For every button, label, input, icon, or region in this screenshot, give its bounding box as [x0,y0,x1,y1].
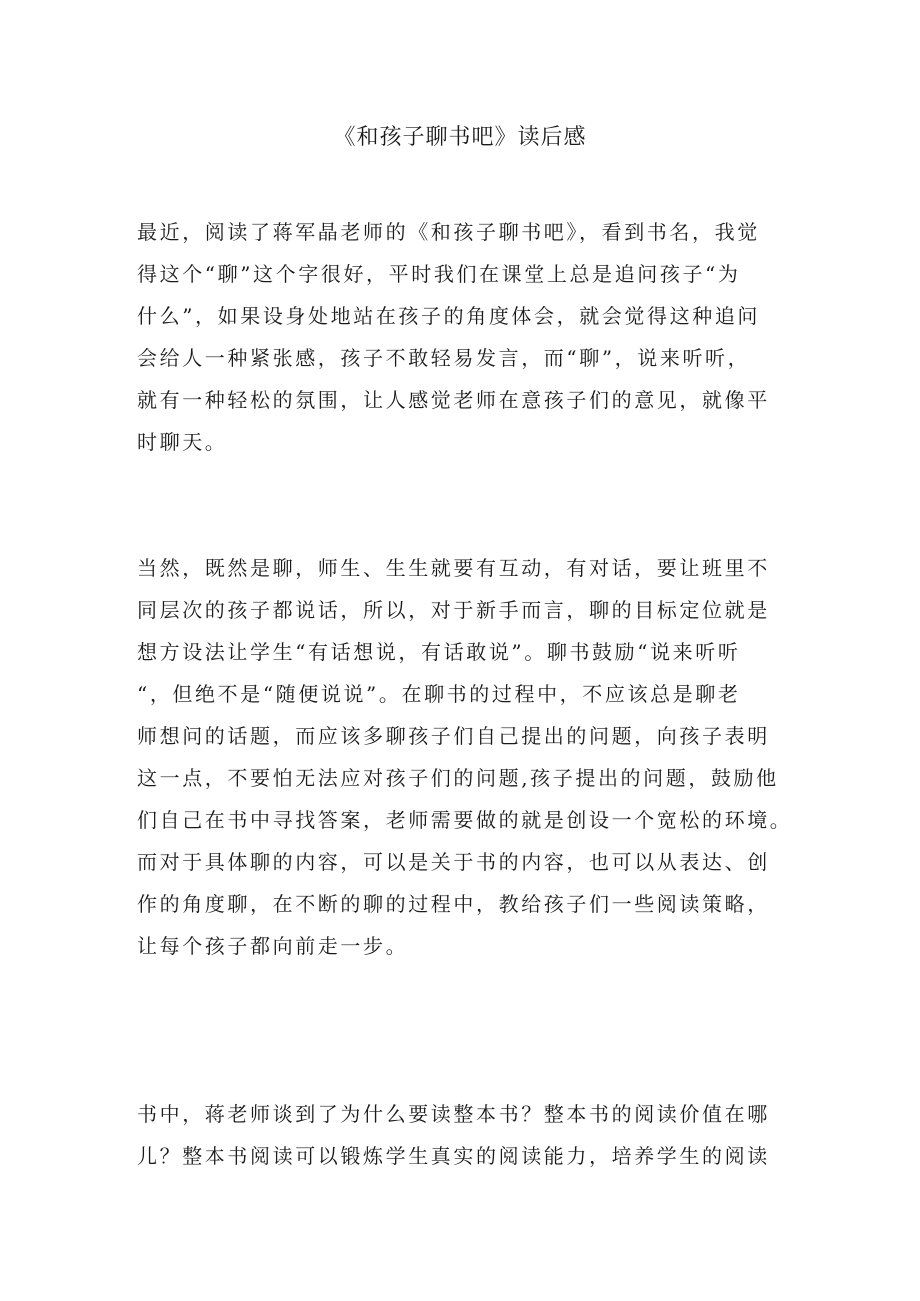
paragraph-line: 书中，蒋老师谈到了为什么要读整本书？整本书的阅读价值在哪 [137,1102,770,1126]
paragraph-2 [137,547,797,967]
paragraph-3 [137,1093,797,1177]
document-title: 《和孩子聊书吧》读后感 [333,125,587,150]
paragraph-line: 什么”，如果设身处地站在孩子的角度体会，就会觉得这种追问 [137,304,761,328]
paragraph-line: 们自己在书中寻找答案，老师需要做的就是创设一个宽松的环境。 [137,808,793,832]
paragraph-line: 儿？整本书阅读可以锻炼学生真实的阅读能力，培养学生的阅读 [137,1144,770,1168]
paragraph-line: 最近，阅读了蒋军晶老师的《和孩子聊书吧》，看到书名，我觉 [137,220,760,244]
paragraph-line: 时聊天。 [137,430,228,454]
paragraph-line: 而对于具体聊的内容，可以是关于书的内容，也可以从表达、创 [137,850,770,874]
paragraph-1 [137,211,797,463]
paragraph-line: 想方设法让学生“有话想说，有话敢说”。聊书鼓励“说来听听 [137,640,741,664]
paragraph-line: 得这个“聊”这个字很好，平时我们在课堂上总是追问孩子“为 [137,262,741,286]
paragraph-line: 作的角度聊，在不断的聊的过程中，教给孩子们一些阅读策略， [137,892,770,916]
paragraph-line: 就有一种轻松的氛围，让人感觉老师在意孩子们的意见，就像平 [137,388,770,412]
paragraph-line: “，但绝不是“随便说说”。在聊书的过程中，不应该总是聊老 [137,682,741,706]
paragraph-line: 会给人一种紧张感，孩子不敢轻易发言，而“聊”，说来听听， [137,346,751,370]
paragraph-line: 这一点，不要怕无法应对孩子们的问题,孩子提出的问题，鼓励他 [137,766,779,790]
paragraph-line: 当然，既然是聊，师生、生生就要有互动，有对话，要让班里不 [137,556,770,580]
paragraph-line: 同层次的孩子都说话，所以，对于新手而言，聊的目标定位就是 [137,598,770,622]
paragraph-line: 师想问的话题，而应该多聊孩子们自己提出的问题，向孩子表明 [137,724,770,748]
paragraph-line: 让每个孩子都向前走一步。 [137,934,409,958]
